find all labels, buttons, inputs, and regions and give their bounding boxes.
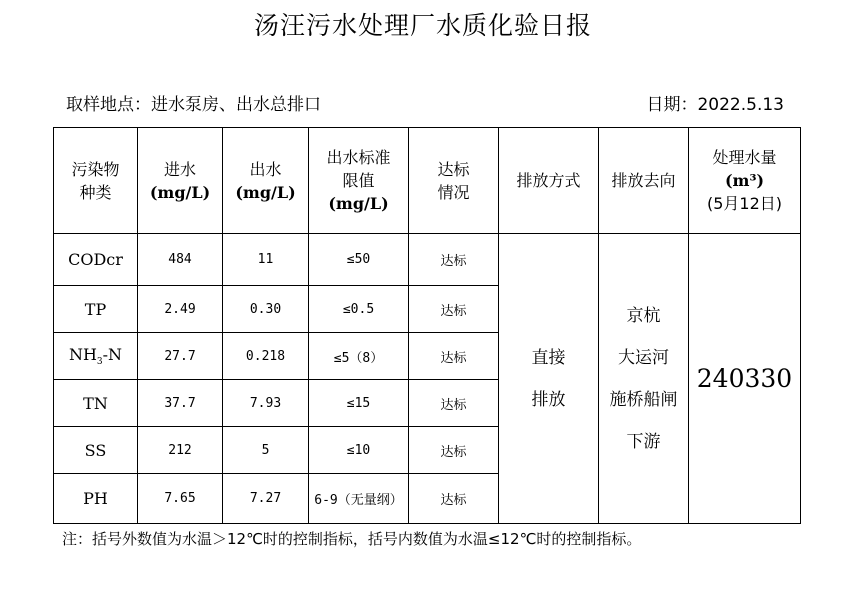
row-item: TN bbox=[54, 380, 138, 427]
row-item: SS bbox=[54, 427, 138, 474]
row-influent: 484 bbox=[138, 234, 223, 286]
row-standard: ≤5（8） bbox=[309, 333, 409, 380]
report-date: 日期：2022.5.13 bbox=[646, 95, 784, 115]
footnote: 注：括号外数值为水温＞12℃时的控制指标，括号内数值为水温≤12℃时的控制指标。 bbox=[62, 530, 642, 548]
row-status: 达标 bbox=[409, 380, 499, 427]
header-standard: 出水标准 限值 (mg/L) bbox=[309, 128, 409, 234]
treated-volume: 240330 bbox=[689, 234, 801, 524]
row-influent: 7.65 bbox=[138, 474, 223, 524]
header-discharge-destination: 排放去向 bbox=[599, 128, 689, 234]
header-compliance: 达标 情况 bbox=[409, 128, 499, 234]
row-standard: ≤50 bbox=[309, 234, 409, 286]
row-influent: 212 bbox=[138, 427, 223, 474]
row-effluent: 11 bbox=[223, 234, 309, 286]
row-effluent: 0.218 bbox=[223, 333, 309, 380]
row-standard: ≤0.5 bbox=[309, 286, 409, 333]
discharge-destination: 京杭 大运河 施桥船闸 下游 bbox=[599, 234, 689, 524]
header-row bbox=[54, 128, 801, 234]
sampling-location: 取样地点：进水泵房、出水总排口 bbox=[66, 95, 321, 115]
discharge-method: 直接 排放 bbox=[499, 234, 599, 524]
header-item: 污染物 种类 bbox=[54, 128, 138, 234]
header-volume: 处理水量 (m³) (5月12日) bbox=[689, 128, 801, 234]
row-standard: ≤15 bbox=[309, 380, 409, 427]
header-discharge-method: 排放方式 bbox=[499, 128, 599, 234]
row-effluent: 7.27 bbox=[223, 474, 309, 524]
row-influent: 37.7 bbox=[138, 380, 223, 427]
row-status: 达标 bbox=[409, 234, 499, 286]
row-item: $NH_3-N$ bbox=[54, 333, 138, 380]
row-status: 达标 bbox=[409, 474, 499, 524]
header-effluent: 出水 (mg/L) bbox=[223, 128, 309, 234]
row-status: 达标 bbox=[409, 333, 499, 380]
row-item: TP bbox=[54, 286, 138, 333]
row-influent: 27.7 bbox=[138, 333, 223, 380]
row-standard: 6-9（无量纲） bbox=[309, 474, 409, 524]
row-influent: 2.49 bbox=[138, 286, 223, 333]
row-status: 达标 bbox=[409, 427, 499, 474]
row-standard: ≤10 bbox=[309, 427, 409, 474]
header-influent: 进水 (mg/L) bbox=[138, 128, 223, 234]
row-effluent: 0.30 bbox=[223, 286, 309, 333]
row-item: PH bbox=[54, 474, 138, 524]
row-status: 达标 bbox=[409, 286, 499, 333]
report-title: 汤汪污水处理厂水质化验日报 bbox=[253, 11, 592, 40]
water-quality-table bbox=[53, 127, 801, 524]
row-item: CODcr bbox=[54, 234, 138, 286]
row-effluent: 7.93 bbox=[223, 380, 309, 427]
row-effluent: 5 bbox=[223, 427, 309, 474]
table-row bbox=[54, 234, 801, 286]
